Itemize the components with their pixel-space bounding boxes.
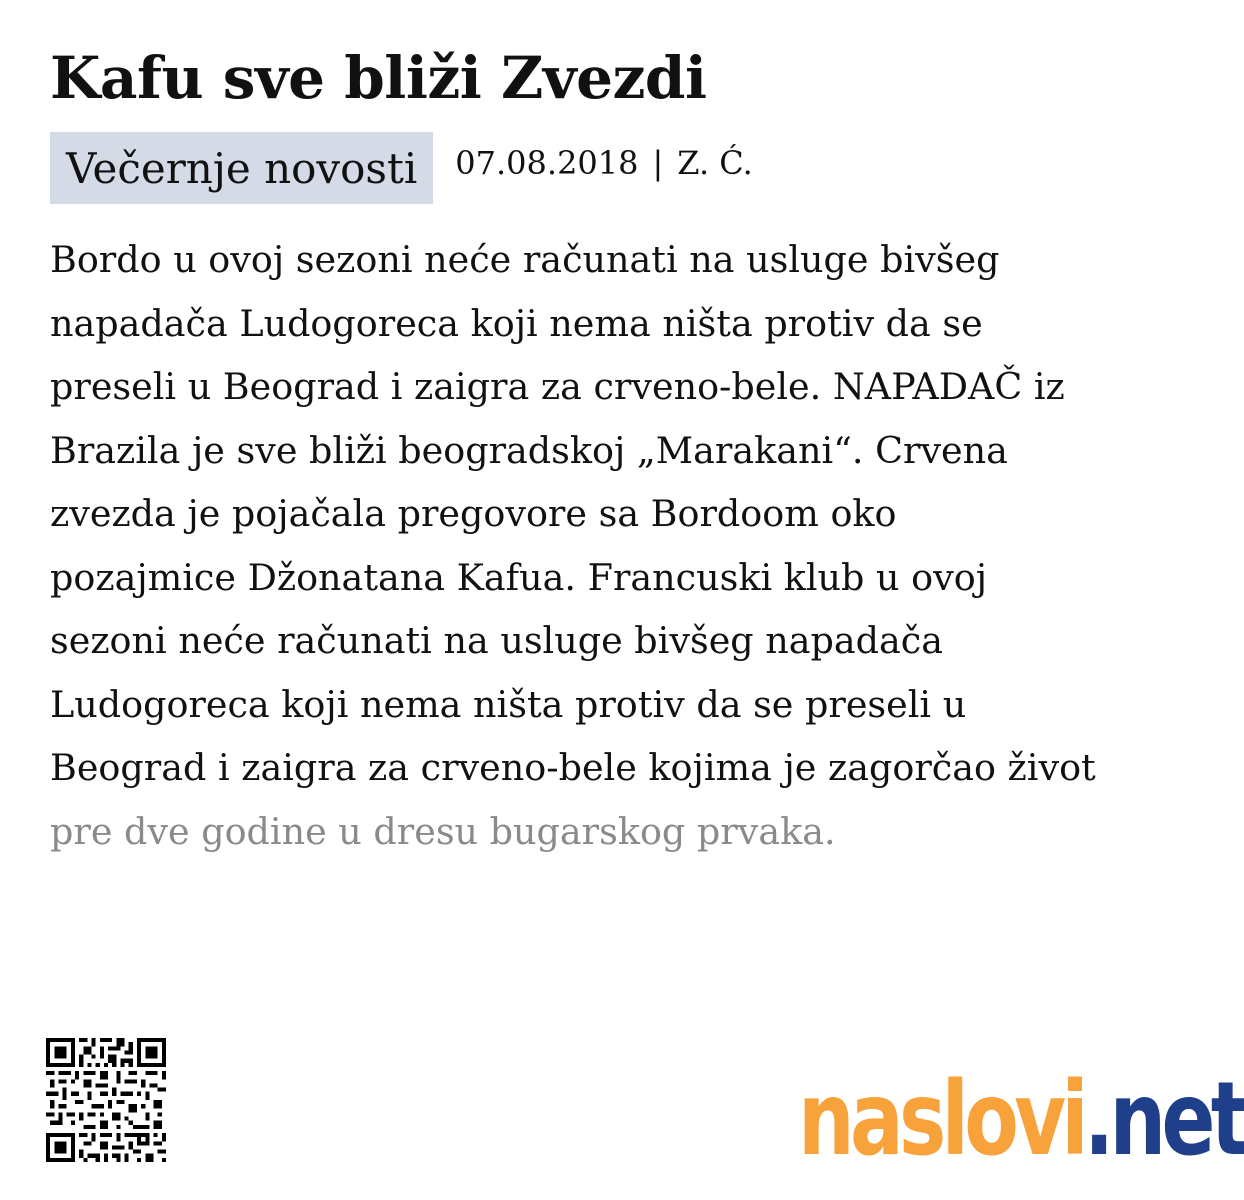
source-badge[interactable]: Večernje novosti [50, 132, 433, 204]
logo-dot: . [1083, 1060, 1110, 1179]
body-line: preseli u Beograd i zaigra za crveno-bele. NAPADAČ iz [50, 365, 1065, 408]
byline-separator: | [652, 144, 664, 182]
body-line: zvezda je pojačala pregovore sa Bordoom oko [50, 492, 897, 535]
body-line: sezoni neće računati na usluge bivšeg napadača [50, 619, 943, 662]
logo-tld: net [1109, 1060, 1244, 1179]
body-line: Bordo u ovoj sezoni neće računati na usluge bivšeg [50, 238, 1000, 281]
body-line-faded: pre dve godine u dresu bugarskog prvaka. [50, 809, 836, 853]
article-author: Z. Ć. [677, 144, 753, 182]
qr-code-icon[interactable] [46, 1038, 166, 1162]
article-date: 07.08.2018 [455, 144, 639, 182]
byline [455, 144, 753, 182]
body-line: Brazila je sve bliži beogradskoj „Marakani“. Crvena [50, 428, 1008, 472]
body-line: Ludogoreca koji nema ništa protiv da se preseli u [50, 682, 967, 726]
body-line: pozajmice Džonatana Kafua. Francuski klub u ovoj [50, 555, 988, 599]
body-line: Beograd i zaigra za crveno-bele kojima je zagorčao život [50, 746, 1096, 789]
article-body [50, 228, 1160, 863]
naslovi-logo[interactable] [798, 1060, 1244, 1179]
body-line: napadača Ludogoreca koji nema ništa protiv da se [50, 301, 983, 345]
article-title: Kafu sve bliži Zvezdi [50, 44, 707, 112]
logo-word: naslovi [798, 1060, 1084, 1179]
article-meta [50, 132, 753, 204]
